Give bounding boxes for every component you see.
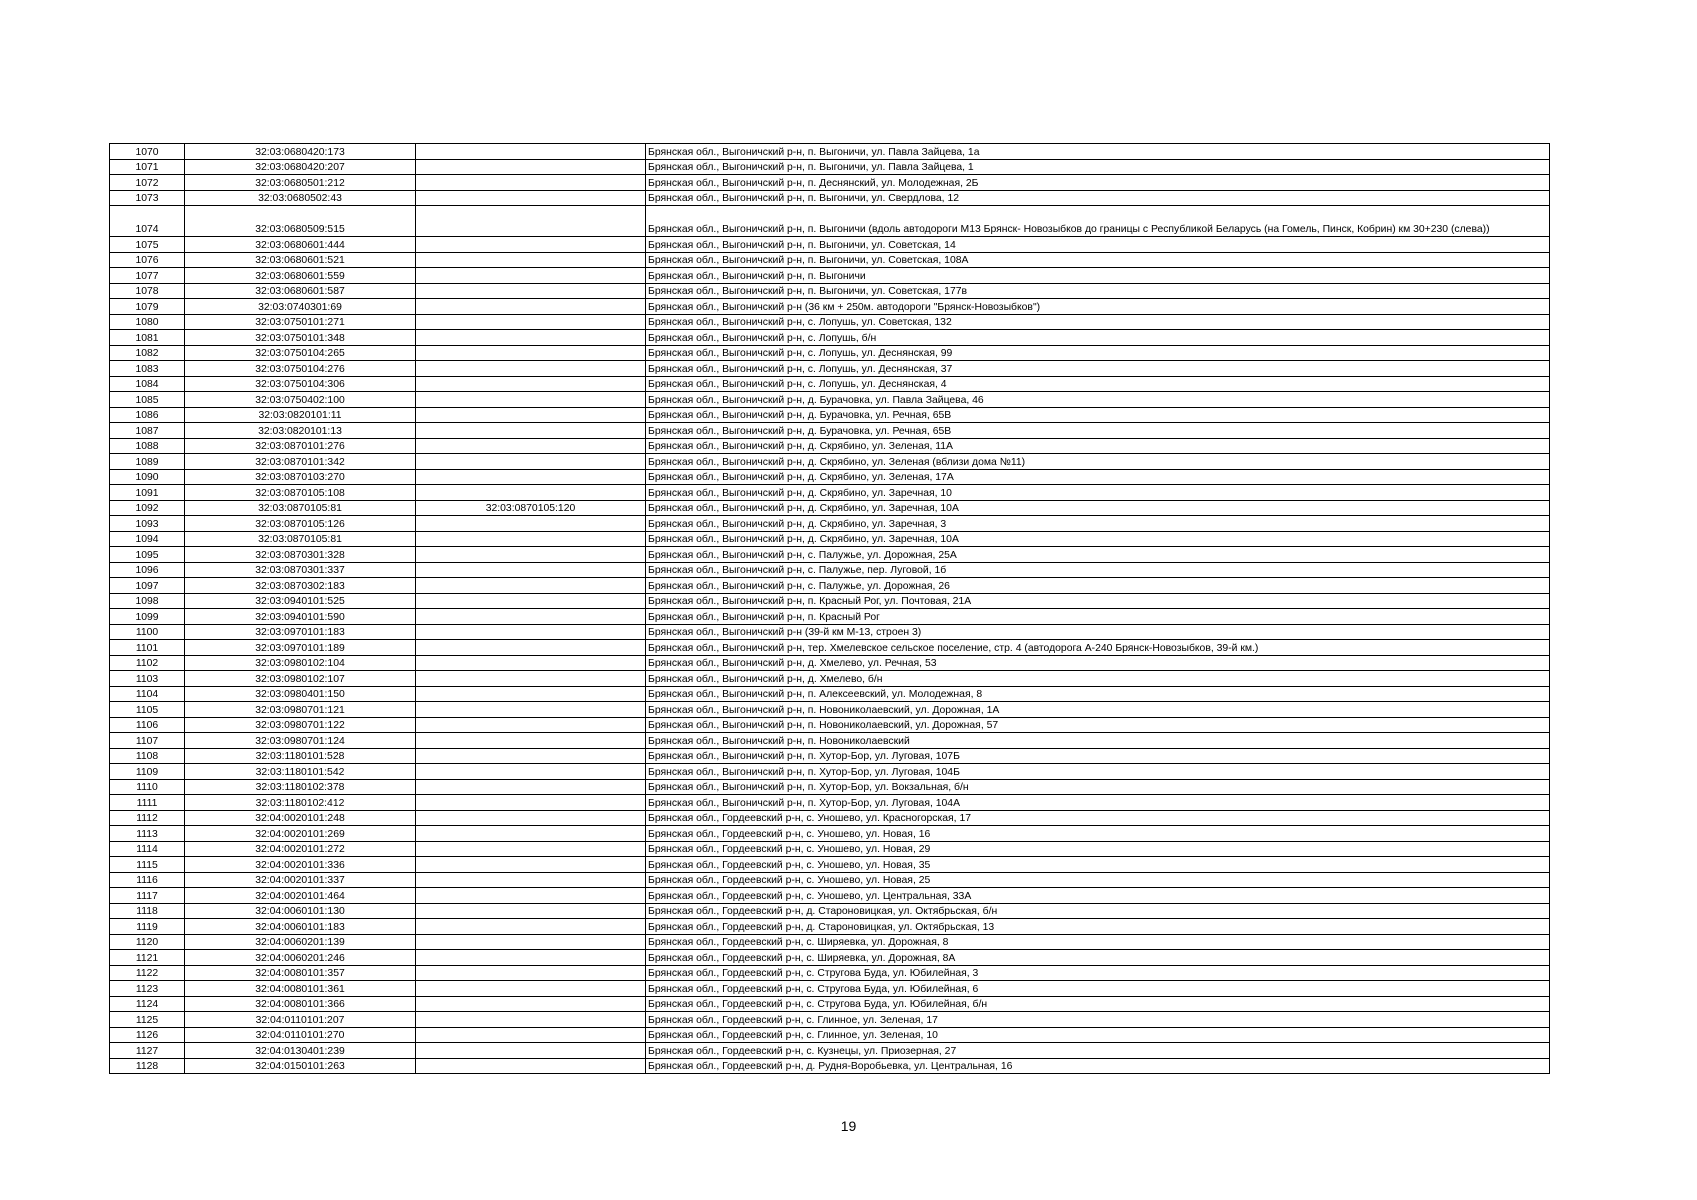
cadastral-number-cell: 32:03:0980701:121: [185, 702, 416, 718]
address-cell: Брянская обл., Выгоничский р-н, п. Выгоничи, ул. Советская, 108А: [646, 252, 1550, 268]
secondary-cadastral-number-cell: [416, 578, 646, 594]
row-number-cell: 1083: [110, 361, 185, 377]
table-row: [110, 330, 1550, 346]
secondary-cadastral-number-cell: [416, 314, 646, 330]
cadastral-number-cell: 32:04:0020101:464: [185, 888, 416, 904]
table-row: [110, 469, 1550, 485]
table-row: [110, 500, 1550, 516]
cadastral-number-cell: 32:03:0740301:69: [185, 299, 416, 315]
row-number-cell: 1079: [110, 299, 185, 315]
table-row: [110, 841, 1550, 857]
table-row: [110, 717, 1550, 733]
secondary-cadastral-number-cell: 32:03:0870105:120: [416, 500, 646, 516]
row-number-cell: 1078: [110, 283, 185, 299]
address-cell: Брянская обл., Гордеевский р-н, д. Староновицкая, ул. Октябрьская, б/н: [646, 903, 1550, 919]
address-cell: Брянская обл., Гордеевский р-н, с. Кузнецы, ул. Приозерная, 27: [646, 1043, 1550, 1059]
row-number-cell: 1096: [110, 562, 185, 578]
cadastral-number-cell: 32:04:0020101:272: [185, 841, 416, 857]
row-number-cell: 1114: [110, 841, 185, 857]
secondary-cadastral-number-cell: [416, 438, 646, 454]
table-row: [110, 407, 1550, 423]
address-cell: Брянская обл., Гордеевский р-н, с. Уношево, ул. Новая, 16: [646, 826, 1550, 842]
secondary-cadastral-number-cell: [416, 252, 646, 268]
table-row: [110, 795, 1550, 811]
table-row: [110, 888, 1550, 904]
page-number: 19: [840, 1118, 857, 1134]
address-cell: Брянская обл., Выгоничский р-н, с. Лопушь, ул. Деснянская, 37: [646, 361, 1550, 377]
secondary-cadastral-number-cell: [416, 965, 646, 981]
address-cell: Брянская обл., Гордеевский р-н, с. Стругова Буда, ул. Юбилейная, б/н: [646, 996, 1550, 1012]
row-number-cell: 1117: [110, 888, 185, 904]
cadastral-number-cell: 32:04:0020101:337: [185, 872, 416, 888]
address-cell: Брянская обл., Выгоничский р-н, д. Хмелево, ул. Речная, 53: [646, 655, 1550, 671]
address-cell: Брянская обл., Выгоничский р-н, п. Деснянский, ул. Молодежная, 2Б: [646, 175, 1550, 191]
table-row: [110, 562, 1550, 578]
address-cell: Брянская обл., Выгоничский р-н, д. Бурачовка, ул. Павла Зайцева, 46: [646, 392, 1550, 408]
table-row: [110, 996, 1550, 1012]
cadastral-number-cell: 32:03:0680502:43: [185, 190, 416, 206]
row-number-cell: 1097: [110, 578, 185, 594]
row-number-cell: 1107: [110, 733, 185, 749]
cadastral-number-cell: 32:03:0980701:124: [185, 733, 416, 749]
address-cell: Брянская обл., Выгоничский р-н, п. Выгоничи, ул. Советская, 177в: [646, 283, 1550, 299]
address-cell: Брянская обл., Выгоничский р-н, тер. Хмелевское сельское поселение, стр. 4 (автодорога А-240 Брянск-Новозыбков, 39-й км.): [646, 640, 1550, 656]
address-cell: Брянская обл., Гордеевский р-н, с. Уношево, ул. Красногорская, 17: [646, 810, 1550, 826]
row-number-cell: 1100: [110, 624, 185, 640]
secondary-cadastral-number-cell: [416, 981, 646, 997]
table-row: [110, 1058, 1550, 1074]
secondary-cadastral-number-cell: [416, 717, 646, 733]
secondary-cadastral-number-cell: [416, 888, 646, 904]
table-row: [110, 655, 1550, 671]
address-cell: Брянская обл., Гордеевский р-н, с. Ширяевка, ул. Дорожная, 8: [646, 934, 1550, 950]
secondary-cadastral-number-cell: [416, 655, 646, 671]
cadastral-number-cell: 32:04:0020101:336: [185, 857, 416, 873]
row-number-cell: 1095: [110, 547, 185, 563]
table-row: [110, 438, 1550, 454]
row-number-cell: 1113: [110, 826, 185, 842]
row-number-cell: 1115: [110, 857, 185, 873]
cadastral-number-cell: 32:03:1180102:378: [185, 779, 416, 795]
secondary-cadastral-number-cell: [416, 764, 646, 780]
row-number-cell: 1101: [110, 640, 185, 656]
address-cell: Брянская обл., Выгоничский р-н, п. Новониколаевский, ул. Дорожная, 57: [646, 717, 1550, 733]
secondary-cadastral-number-cell: [416, 795, 646, 811]
cadastral-number-cell: 32:03:0980701:122: [185, 717, 416, 733]
address-cell: Брянская обл., Выгоничский р-н, д. Скрябино, ул. Заречная, 3: [646, 516, 1550, 532]
secondary-cadastral-number-cell: [416, 485, 646, 501]
secondary-cadastral-number-cell: [416, 345, 646, 361]
row-number-cell: 1108: [110, 748, 185, 764]
cadastral-number-cell: 32:03:0680601:587: [185, 283, 416, 299]
cadastral-number-cell: 32:03:0870103:270: [185, 469, 416, 485]
address-cell: Брянская обл., Выгоничский р-н, п. Выгоничи, ул. Свердлова, 12: [646, 190, 1550, 206]
table-row: [110, 485, 1550, 501]
secondary-cadastral-number-cell: [416, 733, 646, 749]
table-row: [110, 392, 1550, 408]
cadastral-number-cell: 32:03:1180101:528: [185, 748, 416, 764]
address-cell: Брянская обл., Выгоничский р-н, п. Выгоничи, ул. Павла Зайцева, 1: [646, 159, 1550, 175]
cadastral-number-cell: 32:03:0870105:126: [185, 516, 416, 532]
row-number-cell: 1098: [110, 593, 185, 609]
table-row: [110, 144, 1550, 160]
row-number-cell: 1075: [110, 237, 185, 253]
secondary-cadastral-number-cell: [416, 1012, 646, 1028]
cadastral-number-cell: 32:03:0750101:348: [185, 330, 416, 346]
address-cell: Брянская обл., Выгоничский р-н (39-й км М-13, строен 3): [646, 624, 1550, 640]
cadastral-number-cell: 32:03:0940101:590: [185, 609, 416, 625]
cadastral-number-cell: 32:04:0060101:130: [185, 903, 416, 919]
cadastral-number-cell: 32:03:0680501:212: [185, 175, 416, 191]
cadastral-number-cell: 32:03:0940101:525: [185, 593, 416, 609]
address-cell: Брянская обл., Выгоничский р-н, п. Хутор-Бор, ул. Луговая, 104А: [646, 795, 1550, 811]
address-cell: Брянская обл., Выгоничский р-н, п. Красный Рог, ул. Почтовая, 21А: [646, 593, 1550, 609]
address-cell: Брянская обл., Выгоничский р-н, д. Бурачовка, ул. Речная, 65В: [646, 423, 1550, 439]
row-number-cell: 1128: [110, 1058, 185, 1074]
address-cell: Брянская обл., Гордеевский р-н, с. Стругова Буда, ул. Юбилейная, 6: [646, 981, 1550, 997]
row-number-cell: 1085: [110, 392, 185, 408]
table-row: [110, 1043, 1550, 1059]
row-number-cell: 1084: [110, 376, 185, 392]
address-cell: Брянская обл., Выгоничский р-н, п. Выгоничи, ул. Советская, 14: [646, 237, 1550, 253]
secondary-cadastral-number-cell: [416, 872, 646, 888]
cadastral-number-cell: 32:04:0130401:239: [185, 1043, 416, 1059]
row-number-cell: 1118: [110, 903, 185, 919]
row-number-cell: 1099: [110, 609, 185, 625]
address-cell: Брянская обл., Выгоничский р-н, с. Лопушь, ул. Советская, 132: [646, 314, 1550, 330]
cadastral-number-cell: 32:03:0870301:328: [185, 547, 416, 563]
row-number-cell: 1110: [110, 779, 185, 795]
row-number-cell: 1123: [110, 981, 185, 997]
address-cell: Брянская обл., Выгоничский р-н, п. Выгоничи, ул. Павла Зайцева, 1а: [646, 144, 1550, 160]
secondary-cadastral-number-cell: [416, 748, 646, 764]
cadastral-number-cell: 32:03:0750104:265: [185, 345, 416, 361]
row-number-cell: 1077: [110, 268, 185, 284]
table-row: [110, 950, 1550, 966]
row-number-cell: 1092: [110, 500, 185, 516]
row-number-cell: 1103: [110, 671, 185, 687]
row-number-cell: 1076: [110, 252, 185, 268]
address-cell: Брянская обл., Выгоничский р-н, с. Палужье, пер. Луговой, 1б: [646, 562, 1550, 578]
table-row: [110, 175, 1550, 191]
address-cell: Брянская обл., Выгоничский р-н, д. Скрябино, ул. Зеленая, 11А: [646, 438, 1550, 454]
cadastral-number-cell: 32:03:1180102:412: [185, 795, 416, 811]
address-cell: Брянская обл., Гордеевский р-н, с. Уношево, ул. Центральная, 33А: [646, 888, 1550, 904]
cadastral-number-cell: 32:04:0150101:263: [185, 1058, 416, 1074]
address-cell: Брянская обл., Гордеевский р-н, с. Уношево, ул. Новая, 25: [646, 872, 1550, 888]
secondary-cadastral-number-cell: [416, 516, 646, 532]
table-row: [110, 702, 1550, 718]
address-cell: Брянская обл., Выгоничский р-н, д. Скрябино, ул. Зеленая, 17А: [646, 469, 1550, 485]
secondary-cadastral-number-cell: [416, 531, 646, 547]
table-row: [110, 733, 1550, 749]
secondary-cadastral-number-cell: [416, 686, 646, 702]
table-row: [110, 578, 1550, 594]
cadastral-number-cell: 32:03:0680601:559: [185, 268, 416, 284]
cadastral-number-cell: 32:04:0020101:248: [185, 810, 416, 826]
secondary-cadastral-number-cell: [416, 361, 646, 377]
secondary-cadastral-number-cell: [416, 702, 646, 718]
address-cell: Брянская обл., Выгоничский р-н, п. Новониколаевский: [646, 733, 1550, 749]
address-cell: Брянская обл., Выгоничский р-н, п. Хутор-Бор, ул. Вокзальная, б/н: [646, 779, 1550, 795]
secondary-cadastral-number-cell: [416, 593, 646, 609]
secondary-cadastral-number-cell: [416, 144, 646, 160]
secondary-cadastral-number-cell: [416, 1027, 646, 1043]
table-row: [110, 252, 1550, 268]
cadastral-number-cell: 32:04:0060101:183: [185, 919, 416, 935]
row-number-cell: 1082: [110, 345, 185, 361]
address-cell: Брянская обл., Выгоничский р-н, п. Алексеевский, ул. Молодежная, 8: [646, 686, 1550, 702]
secondary-cadastral-number-cell: [416, 1058, 646, 1074]
table-row: [110, 764, 1550, 780]
address-cell: Брянская обл., Гордеевский р-н, с. Уношево, ул. Новая, 35: [646, 857, 1550, 873]
cadastral-number-cell: 32:04:0110101:207: [185, 1012, 416, 1028]
secondary-cadastral-number-cell: [416, 841, 646, 857]
row-number-cell: 1089: [110, 454, 185, 470]
address-cell: Брянская обл., Выгоничский р-н, с. Палужье, ул. Дорожная, 25А: [646, 547, 1550, 563]
cadastral-number-cell: 32:03:0970101:189: [185, 640, 416, 656]
table-row: [110, 345, 1550, 361]
secondary-cadastral-number-cell: [416, 469, 646, 485]
table-row: [110, 159, 1550, 175]
row-number-cell: 1080: [110, 314, 185, 330]
row-number-cell: 1111: [110, 795, 185, 811]
row-number-cell: 1106: [110, 717, 185, 733]
row-number-cell: 1126: [110, 1027, 185, 1043]
cadastral-number-cell: 32:03:0820101:11: [185, 407, 416, 423]
address-cell: Брянская обл., Выгоничский р-н, д. Скрябино, ул. Заречная, 10: [646, 485, 1550, 501]
table-row: [110, 237, 1550, 253]
table-row: [110, 965, 1550, 981]
cadastral-number-cell: 32:03:0870105:81: [185, 531, 416, 547]
secondary-cadastral-number-cell: [416, 175, 646, 191]
secondary-cadastral-number-cell: [416, 206, 646, 237]
cadastral-number-cell: 32:03:0750104:306: [185, 376, 416, 392]
table-row: [110, 206, 1550, 237]
cadastral-number-cell: 32:03:0870101:342: [185, 454, 416, 470]
secondary-cadastral-number-cell: [416, 609, 646, 625]
cadastral-number-cell: 32:03:0680420:173: [185, 144, 416, 160]
address-cell: Брянская обл., Выгоничский р-н, д. Хмелево, б/н: [646, 671, 1550, 687]
cadastral-number-cell: 32:03:0680509:515: [185, 206, 416, 237]
secondary-cadastral-number-cell: [416, 283, 646, 299]
row-number-cell: 1094: [110, 531, 185, 547]
address-cell: Брянская обл., Выгоничский р-н, с. Лопушь, б/н: [646, 330, 1550, 346]
table-row: [110, 376, 1550, 392]
table-row: [110, 516, 1550, 532]
cadastral-number-cell: 32:03:0820101:13: [185, 423, 416, 439]
row-number-cell: 1072: [110, 175, 185, 191]
table-row: [110, 872, 1550, 888]
cadastral-number-cell: 32:03:0980102:107: [185, 671, 416, 687]
secondary-cadastral-number-cell: [416, 159, 646, 175]
table-row: [110, 190, 1550, 206]
row-number-cell: 1125: [110, 1012, 185, 1028]
address-cell: Брянская обл., Гордеевский р-н, д. Рудня-Воробьевка, ул. Центральная, 16: [646, 1058, 1550, 1074]
table-row: [110, 609, 1550, 625]
table-row: [110, 454, 1550, 470]
cadastral-number-cell: 32:03:0750104:276: [185, 361, 416, 377]
secondary-cadastral-number-cell: [416, 903, 646, 919]
cadastral-number-cell: 32:03:0870105:108: [185, 485, 416, 501]
registry-table-body: [110, 144, 1550, 1074]
row-number-cell: 1119: [110, 919, 185, 935]
table-row: [110, 686, 1550, 702]
address-cell: Брянская обл., Выгоничский р-н, п. Выгоничи (вдоль автодороги М13 Брянск- Новозыбков до границы с Республикой Беларусь (на Гомель, Пинск, Кобрин) км 30+230 (слева)): [646, 206, 1550, 237]
secondary-cadastral-number-cell: [416, 423, 646, 439]
address-cell: Брянская обл., Выгоничский р-н (36 км + 250м. автодороги "Брянск-Новозыбков"): [646, 299, 1550, 315]
secondary-cadastral-number-cell: [416, 454, 646, 470]
table-row: [110, 671, 1550, 687]
cadastral-number-cell: 32:03:0680601:444: [185, 237, 416, 253]
secondary-cadastral-number-cell: [416, 237, 646, 253]
cadastral-number-cell: 32:04:0060201:139: [185, 934, 416, 950]
table-row: [110, 314, 1550, 330]
row-number-cell: 1090: [110, 469, 185, 485]
address-cell: Брянская обл., Выгоничский р-н, п. Хутор-Бор, ул. Луговая, 104Б: [646, 764, 1550, 780]
address-cell: Брянская обл., Выгоничский р-н, д. Бурачовка, ул. Речная, 65В: [646, 407, 1550, 423]
table-row: [110, 299, 1550, 315]
cadastral-number-cell: 32:03:0680420:207: [185, 159, 416, 175]
secondary-cadastral-number-cell: [416, 934, 646, 950]
address-cell: Брянская обл., Выгоничский р-н, п. Новониколаевский, ул. Дорожная, 1А: [646, 702, 1550, 718]
table-row: [110, 919, 1550, 935]
secondary-cadastral-number-cell: [416, 857, 646, 873]
address-cell: Брянская обл., Выгоничский р-н, д. Скрябино, ул. Заречная, 10А: [646, 531, 1550, 547]
property-registry-table: [109, 143, 1550, 1074]
table-row: [110, 547, 1550, 563]
cadastral-number-cell: 32:03:0980401:150: [185, 686, 416, 702]
table-row: [110, 857, 1550, 873]
secondary-cadastral-number-cell: [416, 640, 646, 656]
cadastral-number-cell: 32:03:0750101:271: [185, 314, 416, 330]
secondary-cadastral-number-cell: [416, 779, 646, 795]
row-number-cell: 1127: [110, 1043, 185, 1059]
secondary-cadastral-number-cell: [416, 671, 646, 687]
cadastral-number-cell: 32:03:0870101:276: [185, 438, 416, 454]
table-row: [110, 268, 1550, 284]
table-row: [110, 283, 1550, 299]
table-row: [110, 934, 1550, 950]
cadastral-number-cell: 32:04:0110101:270: [185, 1027, 416, 1043]
row-number-cell: 1070: [110, 144, 185, 160]
table-row: [110, 826, 1550, 842]
address-cell: Брянская обл., Выгоничский р-н, с. Лопушь, ул. Деснянская, 99: [646, 345, 1550, 361]
row-number-cell: 1121: [110, 950, 185, 966]
address-cell: Брянская обл., Выгоничский р-н, с. Палужье, ул. Дорожная, 26: [646, 578, 1550, 594]
address-cell: Брянская обл., Гордеевский р-н, д. Староновицкая, ул. Октябрьская, 13: [646, 919, 1550, 935]
secondary-cadastral-number-cell: [416, 996, 646, 1012]
row-number-cell: 1124: [110, 996, 185, 1012]
address-cell: Брянская обл., Гордеевский р-н, с. Глинное, ул. Зеленая, 10: [646, 1027, 1550, 1043]
cadastral-number-cell: 32:03:0680601:521: [185, 252, 416, 268]
address-cell: Брянская обл., Гордеевский р-н, с. Ширяевка, ул. Дорожная, 8А: [646, 950, 1550, 966]
address-cell: Брянская обл., Выгоничский р-н, д. Скрябино, ул. Зеленая (вблизи дома №11): [646, 454, 1550, 470]
table-row: [110, 779, 1550, 795]
row-number-cell: 1074: [110, 206, 185, 237]
secondary-cadastral-number-cell: [416, 950, 646, 966]
secondary-cadastral-number-cell: [416, 624, 646, 640]
cadastral-number-cell: 32:03:1180101:542: [185, 764, 416, 780]
address-cell: Брянская обл., Выгоничский р-н, п. Выгоничи: [646, 268, 1550, 284]
row-number-cell: 1087: [110, 423, 185, 439]
row-number-cell: 1086: [110, 407, 185, 423]
cadastral-number-cell: 32:04:0080101:357: [185, 965, 416, 981]
table-row: [110, 1012, 1550, 1028]
secondary-cadastral-number-cell: [416, 376, 646, 392]
secondary-cadastral-number-cell: [416, 826, 646, 842]
secondary-cadastral-number-cell: [416, 299, 646, 315]
table-row: [110, 810, 1550, 826]
cadastral-number-cell: 32:03:0970101:183: [185, 624, 416, 640]
row-number-cell: 1093: [110, 516, 185, 532]
secondary-cadastral-number-cell: [416, 330, 646, 346]
row-number-cell: 1073: [110, 190, 185, 206]
row-number-cell: 1122: [110, 965, 185, 981]
secondary-cadastral-number-cell: [416, 407, 646, 423]
secondary-cadastral-number-cell: [416, 392, 646, 408]
table-row: [110, 748, 1550, 764]
table-row: [110, 624, 1550, 640]
cadastral-number-cell: 32:03:0870301:337: [185, 562, 416, 578]
table-row: [110, 981, 1550, 997]
table-row: [110, 640, 1550, 656]
secondary-cadastral-number-cell: [416, 1043, 646, 1059]
secondary-cadastral-number-cell: [416, 919, 646, 935]
cadastral-number-cell: 32:04:0080101:366: [185, 996, 416, 1012]
row-number-cell: 1091: [110, 485, 185, 501]
cadastral-number-cell: 32:03:0750402:100: [185, 392, 416, 408]
secondary-cadastral-number-cell: [416, 190, 646, 206]
row-number-cell: 1105: [110, 702, 185, 718]
address-cell: Брянская обл., Гордеевский р-н, с. Стругова Буда, ул. Юбилейная, 3: [646, 965, 1550, 981]
address-cell: Брянская обл., Гордеевский р-н, с. Уношево, ул. Новая, 29: [646, 841, 1550, 857]
row-number-cell: 1081: [110, 330, 185, 346]
cadastral-number-cell: 32:04:0060201:246: [185, 950, 416, 966]
secondary-cadastral-number-cell: [416, 810, 646, 826]
cadastral-number-cell: 32:03:0980102:104: [185, 655, 416, 671]
address-cell: Брянская обл., Выгоничский р-н, п. Хутор-Бор, ул. Луговая, 107Б: [646, 748, 1550, 764]
cadastral-number-cell: 32:04:0020101:269: [185, 826, 416, 842]
row-number-cell: 1071: [110, 159, 185, 175]
table-row: [110, 361, 1550, 377]
cadastral-number-cell: 32:04:0080101:361: [185, 981, 416, 997]
row-number-cell: 1104: [110, 686, 185, 702]
row-number-cell: 1116: [110, 872, 185, 888]
secondary-cadastral-number-cell: [416, 562, 646, 578]
table-row: [110, 903, 1550, 919]
table-row: [110, 593, 1550, 609]
table-row: [110, 1027, 1550, 1043]
row-number-cell: 1102: [110, 655, 185, 671]
table-row: [110, 423, 1550, 439]
secondary-cadastral-number-cell: [416, 268, 646, 284]
address-cell: Брянская обл., Выгоничский р-н, с. Лопушь, ул. Деснянская, 4: [646, 376, 1550, 392]
table-row: [110, 531, 1550, 547]
cadastral-number-cell: 32:03:0870105:81: [185, 500, 416, 516]
address-cell: Брянская обл., Гордеевский р-н, с. Глинное, ул. Зеленая, 17: [646, 1012, 1550, 1028]
cadastral-number-cell: 32:03:0870302:183: [185, 578, 416, 594]
row-number-cell: 1088: [110, 438, 185, 454]
row-number-cell: 1109: [110, 764, 185, 780]
address-cell: Брянская обл., Выгоничский р-н, п. Красный Рог: [646, 609, 1550, 625]
row-number-cell: 1112: [110, 810, 185, 826]
address-cell: Брянская обл., Выгоничский р-н, д. Скрябино, ул. Заречная, 10А: [646, 500, 1550, 516]
row-number-cell: 1120: [110, 934, 185, 950]
secondary-cadastral-number-cell: [416, 547, 646, 563]
